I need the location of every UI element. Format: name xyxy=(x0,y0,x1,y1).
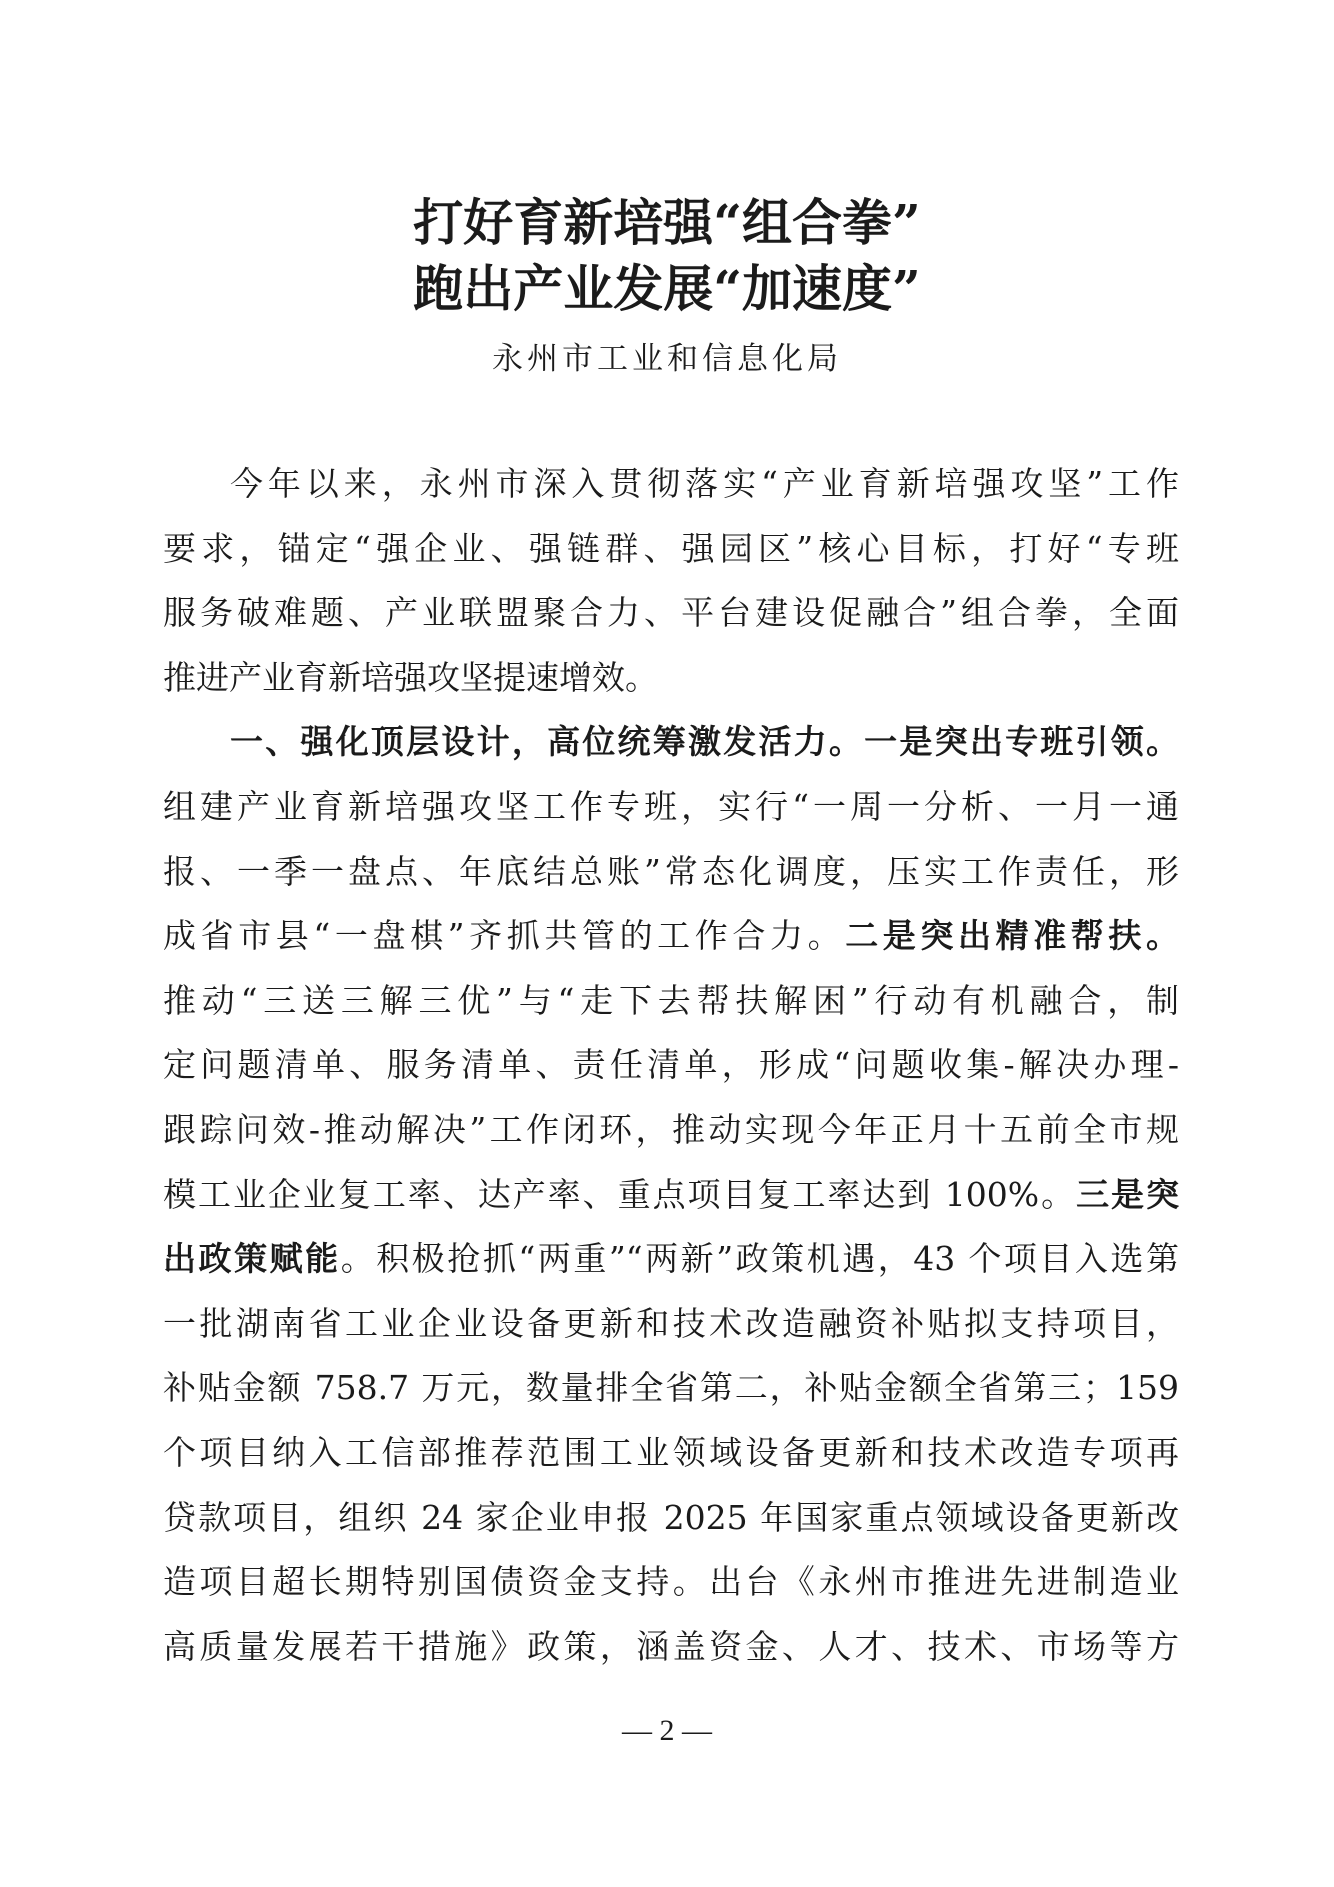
page-number: — 2 — xyxy=(622,1714,712,1747)
bold-emphasis: 三是突 xyxy=(1076,1174,1179,1214)
text-segment: 贷款项目，组织 24 家企业申报 2025 年国家重点领域设备更新改 xyxy=(163,1497,1179,1537)
text-line xyxy=(163,775,1179,840)
bold-emphasis: 二是突出精准帮扶。 xyxy=(845,916,1179,956)
text-segment: 要求，锚定“强企业、强链群、强园区”核心目标，打好“专班 xyxy=(163,528,1179,568)
text-segment: 一批湖南省工业企业设备更新和技术改造融资补贴拟支持项目， xyxy=(163,1303,1179,1343)
bold-emphasis: 一是突出专班引领。 xyxy=(864,722,1179,762)
document-author: 永州市工业和信息化局 xyxy=(492,341,842,377)
text-line xyxy=(163,710,1179,775)
text-line xyxy=(163,1550,1179,1615)
text-line xyxy=(163,969,1179,1034)
text-line xyxy=(163,452,1179,517)
text-segment: 推进产业育新培强攻坚提速增效。 xyxy=(163,657,658,697)
text-line xyxy=(163,1227,1179,1292)
text-line xyxy=(163,840,1179,905)
bold-emphasis: 出政策赋能 xyxy=(163,1239,341,1279)
text-segment: 个项目纳入工信部推荐范围工业领域设备更新和技术改造专项再 xyxy=(163,1432,1179,1472)
text-line xyxy=(163,517,1179,582)
text-line xyxy=(163,1098,1179,1163)
text-segment: 今年以来，永州市深入贯彻落实“产业育新培强攻坚”工作 xyxy=(230,464,1179,503)
text-line xyxy=(163,1421,1179,1486)
document-title-line-1: 打好育新培强“组合拳” xyxy=(413,193,921,252)
text-segment: 服务破难题、产业联盟聚合力、平台建设促融合”组合拳，全面 xyxy=(163,593,1179,633)
text-segment: 造项目超长期特别国债资金支持。出台《永州市推进先进制造业 xyxy=(163,1562,1179,1602)
text-segment: 定问题清单、服务清单、责任清单，形成“问题收集-解决办理- xyxy=(163,1045,1179,1085)
text-segment: 成省市县“一盘棋”齐抓共管的工作合力。 xyxy=(163,916,846,956)
text-line xyxy=(163,1163,1179,1228)
document-body xyxy=(163,452,1179,1679)
text-segment: 组建产业育新培强攻坚工作专班，实行“一周一分析、一月一通 xyxy=(163,786,1179,826)
text-line xyxy=(163,581,1179,646)
document-title-line-2: 跑出产业发展“加速度” xyxy=(413,259,921,318)
paragraph-section-1 xyxy=(163,710,1179,1679)
text-line xyxy=(163,904,1179,969)
text-line xyxy=(163,1615,1179,1680)
text-line xyxy=(163,1033,1179,1098)
text-line xyxy=(163,1292,1179,1357)
text-line xyxy=(163,1356,1179,1421)
section-heading: 一、强化顶层设计，高位统筹激发活力。 xyxy=(230,722,865,762)
paragraph-intro xyxy=(163,452,1179,710)
text-line xyxy=(163,646,1179,711)
text-segment: 模工业企业复工率、达产率、重点项目复工率达到 100%。 xyxy=(163,1174,1077,1214)
text-segment: 补贴金额 758.7 万元，数量排全省第二，补贴金额全省第三；159 xyxy=(163,1368,1179,1408)
text-segment: 推动“三送三解三优”与“走下去帮扶解困”行动有机融合，制 xyxy=(163,980,1179,1020)
text-segment: 高质量发展若干措施》政策，涵盖资金、人才、技术、市场等方 xyxy=(163,1626,1179,1666)
text-segment: 跟踪问效-推动解决”工作闭环，推动实现今年正月十五前全市规 xyxy=(163,1109,1179,1149)
text-line xyxy=(163,1486,1179,1551)
text-segment: 。积极抢抓“两重”“两新”政策机遇，43 个项目入选第 xyxy=(340,1239,1179,1279)
text-segment: 报、一季一盘点、年底结总账”常态化调度，压实工作责任，形 xyxy=(163,851,1179,891)
